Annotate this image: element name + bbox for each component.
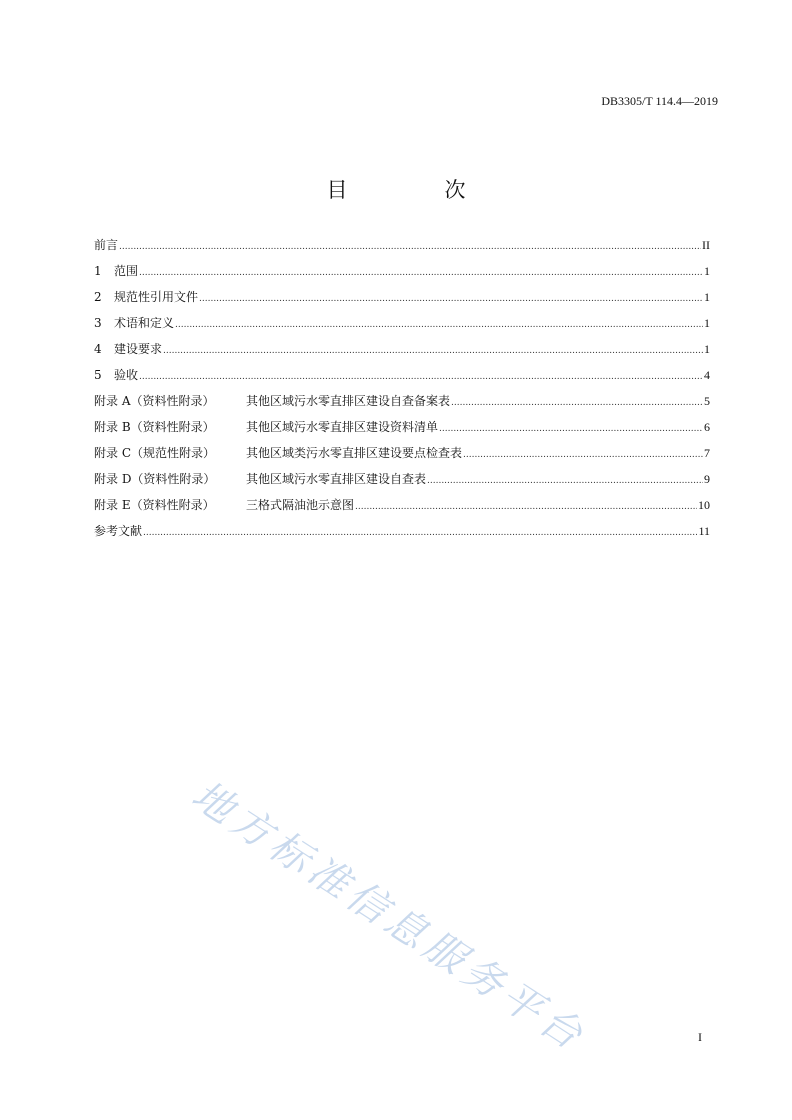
toc-entry-page: 1 (704, 316, 710, 330)
toc-entry-appendix: 附录 D（资料性附录） (94, 472, 216, 486)
toc-entry-page: 7 (704, 446, 710, 460)
toc-leader-dots (143, 528, 697, 538)
toc-entry[interactable] (94, 288, 710, 314)
toc-entry[interactable] (94, 392, 710, 418)
toc-entry-number: 3 (94, 316, 102, 330)
toc-entry-label: 术语和定义 (114, 316, 175, 330)
toc-entry[interactable] (94, 522, 710, 548)
toc-entry-number: 5 (94, 368, 102, 382)
toc-entry-label: 前言 (94, 238, 119, 252)
toc-entry-number: 4 (94, 342, 102, 356)
toc-entry[interactable] (94, 470, 710, 496)
page-title: 目 次 (326, 178, 504, 202)
toc-entry-label: 验收 (114, 368, 139, 382)
toc-leader-dots (175, 320, 703, 330)
toc-leader-dots (439, 424, 703, 434)
toc-leader-dots (199, 294, 703, 304)
toc-entry[interactable] (94, 236, 710, 262)
toc-entry[interactable] (94, 262, 710, 288)
toc-leader-dots (139, 372, 703, 382)
toc-entry[interactable] (94, 366, 710, 392)
toc-entry-label: 规范性引用文件 (114, 290, 199, 304)
toc-leader-dots (463, 450, 703, 460)
toc-entry-page: 1 (704, 290, 710, 304)
toc-entry-appendix: 附录 C（规范性附录） (94, 446, 215, 460)
toc-entry-label: 其他区域污水零直排区建设自查备案表 (246, 394, 451, 408)
toc-leader-dots (119, 242, 701, 252)
toc-entry-appendix: 附录 E（资料性附录） (94, 498, 215, 512)
toc-entry-appendix: 附录 A（资料性附录） (94, 394, 215, 408)
toc-entry-page: 4 (704, 368, 710, 382)
toc-entry-label: 参考文献 (94, 524, 143, 538)
toc-entry-page: 1 (704, 264, 710, 278)
document-code: DB3305/T 114.4—2019 (601, 94, 718, 108)
toc-entry-label: 建设要求 (114, 342, 163, 356)
toc-leader-dots (451, 398, 703, 408)
toc-leader-dots (139, 268, 703, 278)
toc-entry[interactable] (94, 444, 710, 470)
toc-entry-number: 1 (94, 264, 102, 278)
toc-entry[interactable] (94, 496, 710, 522)
toc-entry-page: 5 (704, 394, 710, 408)
toc-entry[interactable] (94, 340, 710, 366)
toc-leader-dots (427, 476, 703, 486)
toc-entry-label: 其他区域污水零直排区建设资料清单 (246, 420, 439, 434)
watermark: 地方标准信息服务平台 (183, 772, 595, 1062)
toc-entry-page: 9 (704, 472, 710, 486)
page-number: I (698, 1030, 702, 1044)
toc-entry[interactable] (94, 418, 710, 444)
toc-entry-appendix: 附录 B（资料性附录） (94, 420, 215, 434)
toc-entry-page: II (702, 238, 710, 252)
toc-entry-page: 6 (704, 420, 710, 434)
toc-entry-number: 2 (94, 290, 102, 304)
toc-entry-label: 其他区域类污水零直排区建设要点检查表 (246, 446, 463, 460)
toc-entry-label: 三格式隔油池示意图 (246, 498, 355, 512)
toc-entry-page: 11 (698, 524, 710, 538)
toc-leader-dots (163, 346, 703, 356)
toc-entry-page: 1 (704, 342, 710, 356)
table-of-contents (94, 236, 710, 548)
toc-entry[interactable] (94, 314, 710, 340)
toc-entry-label: 其他区域污水零直排区建设自查表 (246, 472, 427, 486)
toc-entry-page: 10 (698, 498, 710, 512)
toc-entry-label: 范围 (114, 264, 139, 278)
toc-leader-dots (355, 502, 697, 512)
